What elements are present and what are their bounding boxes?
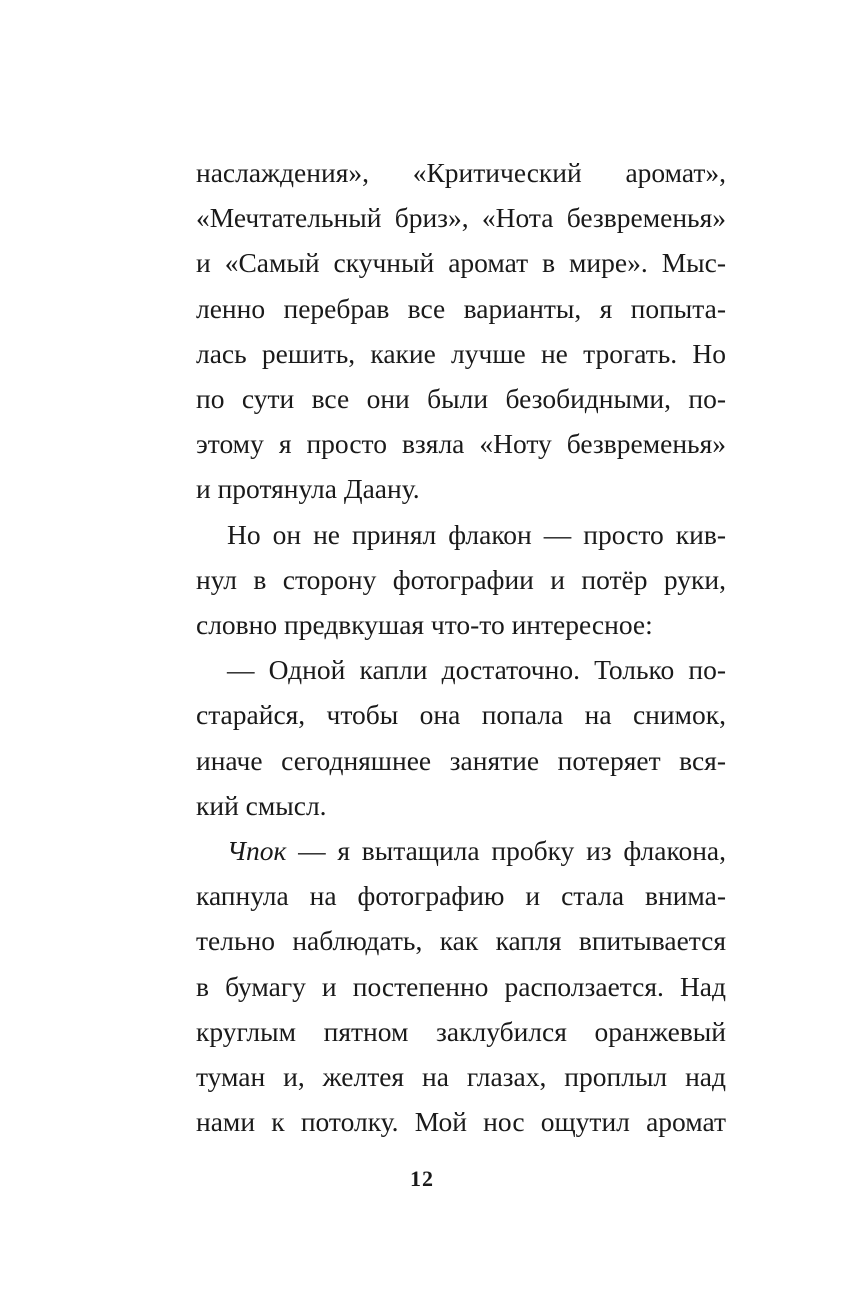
text-line: ленно перебрав все варианты, я попыта-	[196, 292, 726, 324]
text-line: словно предвкушая что-то интересное:	[196, 609, 653, 641]
text-line: и протянула Даану.	[196, 473, 420, 505]
text-line: туман и, желтея на глазах, проплыл над	[196, 1061, 726, 1093]
paragraph-2	[196, 512, 726, 648]
text-line: по сути все они были безобидными, по-	[196, 383, 726, 415]
text-line: лась решить, какие лучше не трогать. Но	[196, 337, 726, 369]
text-line: — Одной капли достаточно. Только по-	[227, 654, 726, 686]
text-line-rest: — я вытащила пробку из флакона,	[286, 835, 726, 867]
text-line: круглым пятном заклубился оранжевый	[196, 1015, 726, 1047]
text-line: и «Самый скучный аромат в мире». Мыс-	[196, 247, 726, 279]
text-line	[196, 828, 726, 873]
text-line: иначе сегодняшнее занятие потеряет вся-	[196, 744, 726, 776]
text-line: нул в сторону фотографии и потёр руки,	[196, 563, 726, 595]
text-line: кий смысл.	[196, 789, 327, 821]
paragraph-1	[196, 150, 726, 512]
text-line: капнула на фотографию и стала внима-	[196, 880, 726, 912]
paragraph-3	[196, 647, 726, 828]
text-line: тельно наблюдать, как капля впитывается	[196, 925, 726, 957]
italic-lead-word: Чпок	[227, 835, 287, 867]
text-line: наслаждения», «Критический аромат»,	[196, 157, 726, 188]
text-line: нами к потолку. Мой нос ощутил аромат	[196, 1106, 726, 1138]
text-line: Но он не принял флакон — просто кив-	[227, 518, 726, 550]
text-line: этому я просто взяла «Ноту безвременья»	[196, 428, 726, 460]
text-line: «Мечтательный бриз», «Нота безвременья»	[196, 202, 726, 234]
paragraph-4	[196, 828, 726, 1144]
text-line: старайся, чтобы она попала на снимок,	[196, 699, 726, 731]
page-text	[196, 150, 726, 1144]
page-number: 12	[410, 1166, 434, 1191]
text-line: в бумагу и постепенно расползается. Над	[196, 970, 726, 1002]
